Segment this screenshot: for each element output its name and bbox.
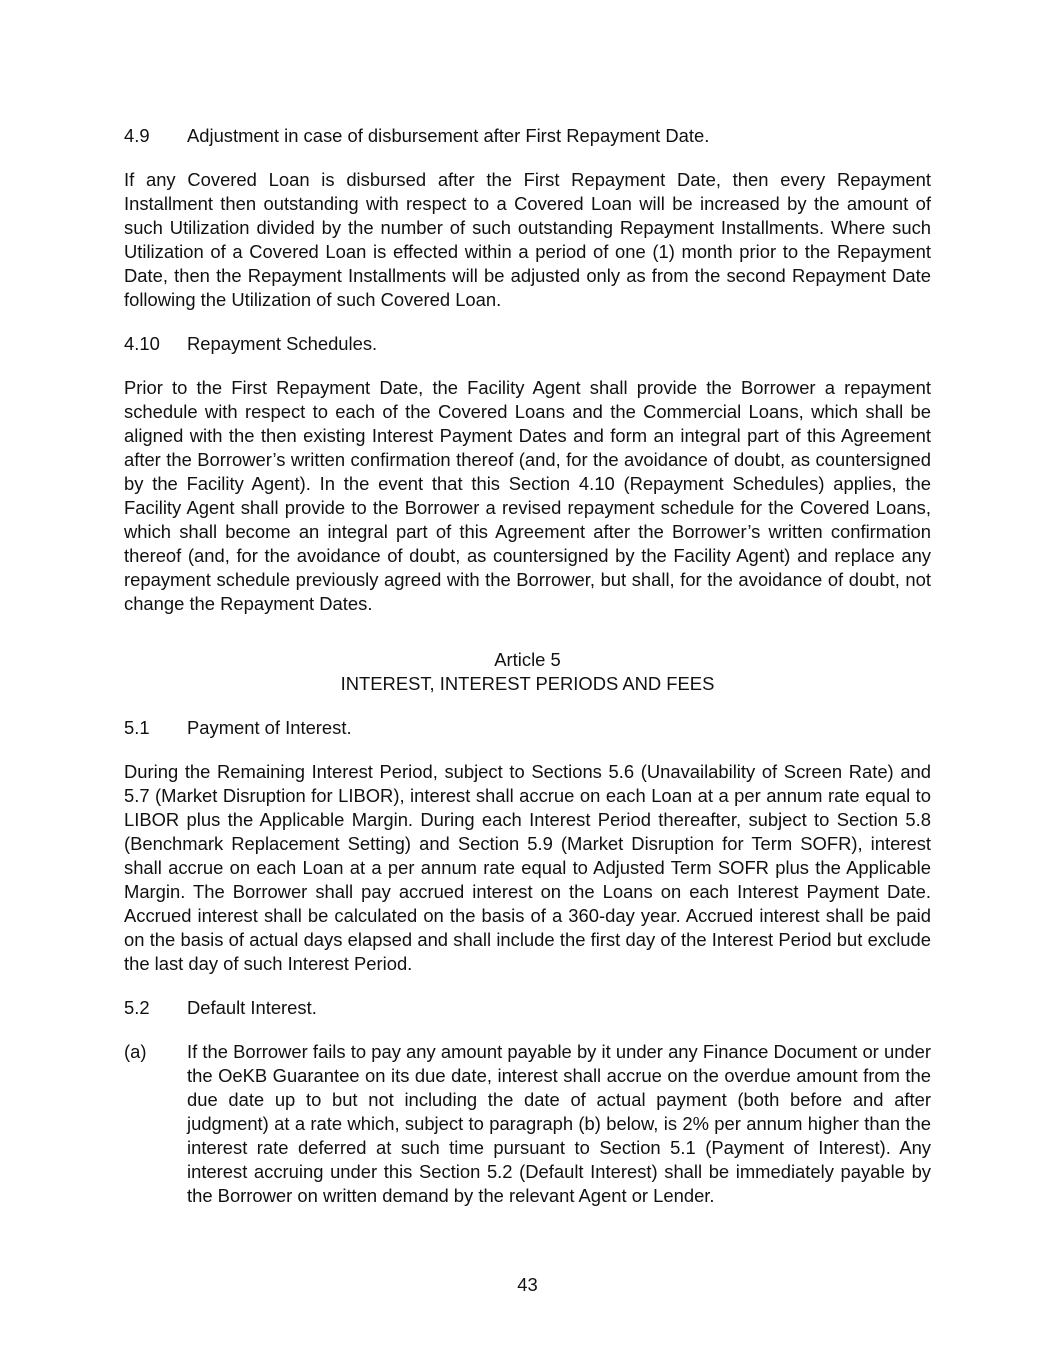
section-title: Default Interest.: [187, 997, 317, 1018]
section-number: 4.10: [124, 333, 160, 354]
section-4-10-paragraph: Prior to the First Repayment Date, the Facility Agent shall provide the Borrower a repayment schedule with respect to each of the Covered Loans and the Commercial Loans, which shall be aligned with the then existing Interest Payment Dates and form an integral part of this Agreement after the Borrower’s written confirmation thereof (and, for the avoidance of doubt, as countersigned by the Facility Agent). In the event that this Section 4.10 (Repayment Schedules) applies, the Facility Agent shall provide to the Borrower a revised repayment schedule for the Covered Loans, which shall become an integral part of this Agreement after the Borrower’s written confirmation thereof (and, for the avoidance of doubt, as countersigned by the Facility Agent) and replace any repayment schedule previously agreed with the Borrower, but shall, for the avoidance of doubt, not change the Repayment Dates.: [124, 377, 931, 614]
section-number: 5.2: [124, 997, 150, 1018]
page-number: 43: [517, 1274, 538, 1295]
article-5-header: [124, 648, 931, 696]
section-title: Adjustment in case of disbursement after First Repayment Date.: [187, 125, 710, 146]
clause-text: If the Borrower fails to pay any amount payable by it under any Finance Document or under the OeKB Guarantee on its due date, interest shall accrue on the overdue amount from the due date up to but not including the date of actual payment (both before and after judgment) at a rate which, subject to paragraph (b) below, is 2% per annum higher than the interest rate deferred at such time pursuant to Section 5.1 (Payment of Interest). Any interest accruing under this Section 5.2 (Default Interest) shall be immediately payable by the Borrower on written demand by the relevant Agent or Lender.: [187, 1041, 931, 1206]
section-5-2-heading: [124, 996, 931, 1020]
section-4-10-heading: [124, 332, 931, 356]
section-number: 4.9: [124, 125, 150, 146]
article-label: Article 5: [494, 649, 561, 670]
section-title: Repayment Schedules.: [187, 333, 378, 354]
section-4-9-paragraph: If any Covered Loan is disbursed after the First Repayment Date, then every Repayment Installment then outstanding with respect to a Covered Loan will be increased by the amount of such Utilization divided by the number of such outstanding Repayment Installments. Where such Utilization of a Covered Loan is effected within a period of one (1) month prior to the Repayment Date, then the Repayment Installments will be adjusted only as from the second Repayment Date following the Utilization of such Covered Loan.: [124, 169, 931, 310]
document-page: [124, 124, 931, 1208]
section-5-1-paragraph: During the Remaining Interest Period, subject to Sections 5.6 (Unavailability of Screen Rate) and 5.7 (Market Disruption for LIBOR), interest shall accrue on each Loan at a per annum rate equal to LIBOR plus the Applicable Margin. During each Interest Period thereafter, subject to Section 5.8 (Benchmark Replacement Setting) and Section 5.9 (Market Disruption for Term SOFR), interest shall accrue on each Loan at a per annum rate equal to Adjusted Term SOFR plus the Applicable Margin. The Borrower shall pay accrued interest on the Loans on each Interest Payment Date. Accrued interest shall be calculated on the basis of a 360-day year. Accrued interest shall be paid on the basis of actual days elapsed and shall include the first day of the Interest Period but exclude the last day of such Interest Period.: [124, 761, 931, 974]
section-5-2-clause-a: [124, 1040, 931, 1208]
article-title: INTEREST, INTEREST PERIODS AND FEES: [340, 673, 715, 694]
section-number: 5.1: [124, 717, 150, 738]
section-4-9-heading: [124, 124, 931, 148]
clause-label: (a): [124, 1041, 147, 1062]
section-5-1-heading: [124, 716, 931, 740]
section-title: Payment of Interest.: [187, 717, 352, 738]
